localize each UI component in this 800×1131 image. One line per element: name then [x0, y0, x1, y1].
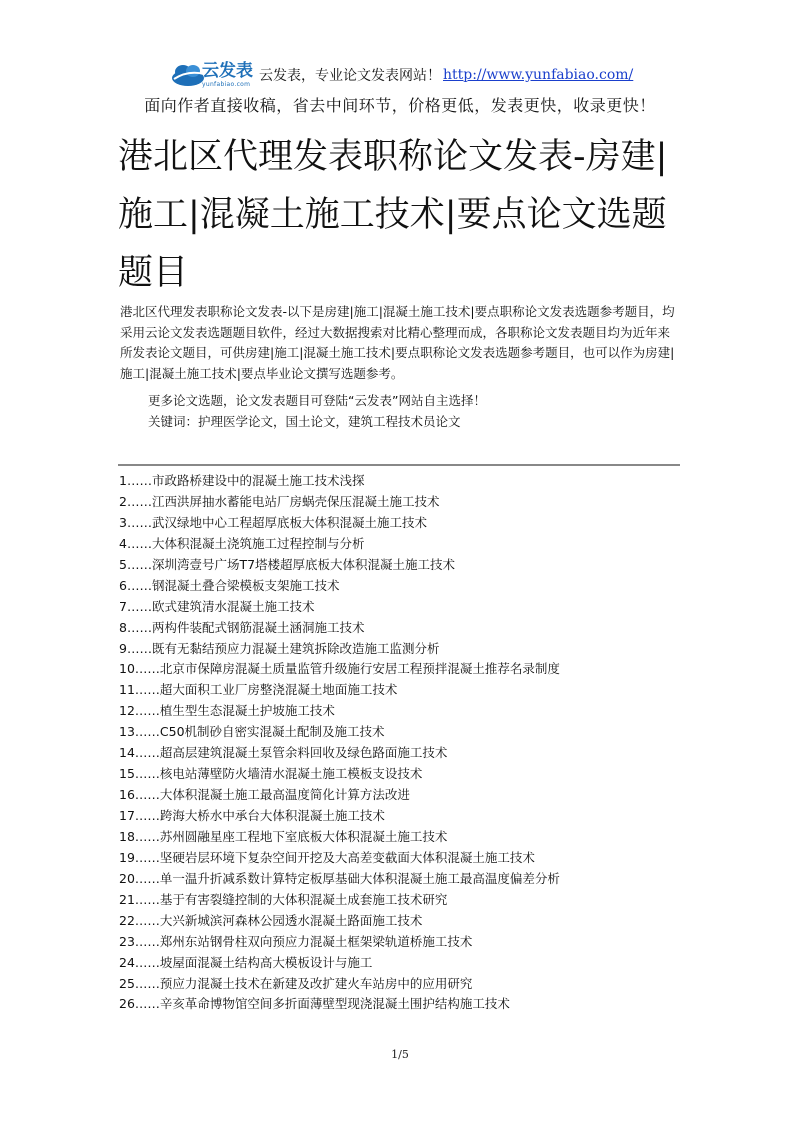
topic-item: 25……预应力混凝土技术在新建及改扩建火车站房中的应用研究: [119, 975, 473, 991]
topic-item: 7……欧式建筑清水混凝土施工技术: [119, 598, 315, 614]
topic-item: 16……大体积混凝土施工最高温度简化计算方法改进: [119, 787, 410, 803]
topic-item: 12……植生型生态混凝土护坡施工技术: [119, 703, 335, 719]
more-topics-note: 更多论文选题，论文发表题目可登陆“云发表”网站自主选择！: [148, 393, 486, 408]
topic-item: 5……深圳湾壹号广场T7塔楼超厚底板大体积混凝土施工技术: [119, 556, 456, 572]
document-title: 港北区代理发表职称论文发表-房建|施工|混凝土施工技术|要点论文选题题目: [118, 137, 668, 293]
topic-item: 14……超高层建筑混凝土泵管余料回收及绿色路面施工技术: [119, 745, 448, 761]
logo-subtext: yunfabiao.com: [202, 80, 251, 88]
intro-paragraph: 港北区代理发表职称论文发表-以下是房建|施工|混凝土施工技术|要点职称论文发表选题参考题目，均采用云论文发表选题题目软件，经过大数据搜索对比精心整理而成，各职称论文发表题目均为近年来所发表论文题目，可供房建|施工|混凝土施工技术|要点职称论文发表选题参考题目，也可以作为房建|施工|混凝土施工技术|要点毕业论文撰写选题参考。: [120, 304, 675, 381]
keywords-line: 关键词：护理医学论文，国土论文，建筑工程技术员论文: [148, 414, 461, 429]
logo-text: 云发表: [202, 60, 253, 81]
section-divider: [118, 464, 680, 466]
topic-item: 13……C50机制砂自密实混凝土配制及施工技术: [119, 724, 385, 740]
topic-item: 24……坡屋面混凝土结构高大模板设计与施工: [119, 954, 373, 970]
topic-item: 23……郑州东站钢骨柱双向预应力混凝土框架梁轨道桥施工技术: [119, 933, 473, 949]
site-logo[interactable]: [170, 62, 253, 88]
topic-item: 20……单一温升折减系数计算特定板厚基础大体积混凝土施工最高温度偏差分析: [119, 870, 560, 886]
topic-item: 11……超大面积工业厂房整浇混凝土地面施工技术: [119, 682, 398, 698]
topic-item: 8……两构件装配式钢筋混凝土涵洞施工技术: [119, 619, 365, 635]
topic-item: 9……既有无黏结预应力混凝土建筑拆除改造施工监测分析: [119, 640, 440, 656]
topic-item: 26……辛亥革命博物馆空间多折面薄壁型现浇混凝土围护结构施工技术: [119, 996, 510, 1012]
topic-item: 10……北京市保障房混凝土质量监管升级施行安居工程预拌混凝土推荐名录制度: [119, 661, 560, 677]
page-number: 1/5: [391, 1048, 409, 1061]
cloud-logo-icon: [170, 62, 206, 88]
site-slogan: 云发表，专业论文发表网站！: [259, 68, 441, 84]
topic-item: 19……坚硬岩层环境下复杂空间开挖及大高差变截面大体积混凝土施工技术: [119, 849, 535, 865]
topic-item: 18……苏州圆融星座工程地下室底板大体积混凝土施工技术: [119, 828, 448, 844]
site-url-link[interactable]: http://www.yunfabiao.com/: [443, 67, 634, 83]
topic-item: 1……市政路桥建设中的混凝土施工技术浅探: [119, 473, 365, 488]
topic-item: 4……大体积混凝土浇筑施工过程控制与分析: [119, 535, 365, 551]
site-tagline: 面向作者直接收稿，省去中间环节，价格更低，发表更快，收录更快！: [144, 96, 656, 115]
topic-item: 15……核电站薄壁防火墙清水混凝土施工模板支设技术: [119, 766, 423, 782]
topic-item: 22……大兴新城滨河森林公园透水混凝土路面施工技术: [119, 912, 423, 928]
topic-item: 2……江西洪屏抽水蓄能电站厂房蜗壳保压混凝土施工技术: [119, 493, 440, 509]
topic-list: [119, 470, 560, 1014]
topic-item: 21……基于有害裂缝控制的大体积混凝土成套施工技术研究: [119, 891, 448, 907]
topic-item: 17……跨海大桥水中承台大体积混凝土施工技术: [119, 808, 385, 823]
topic-item: 3……武汉绿地中心工程超厚底板大体积混凝土施工技术: [119, 514, 427, 530]
topic-item: 6……钢混凝土叠合梁模板支架施工技术: [119, 577, 340, 593]
site-header: [170, 58, 633, 92]
